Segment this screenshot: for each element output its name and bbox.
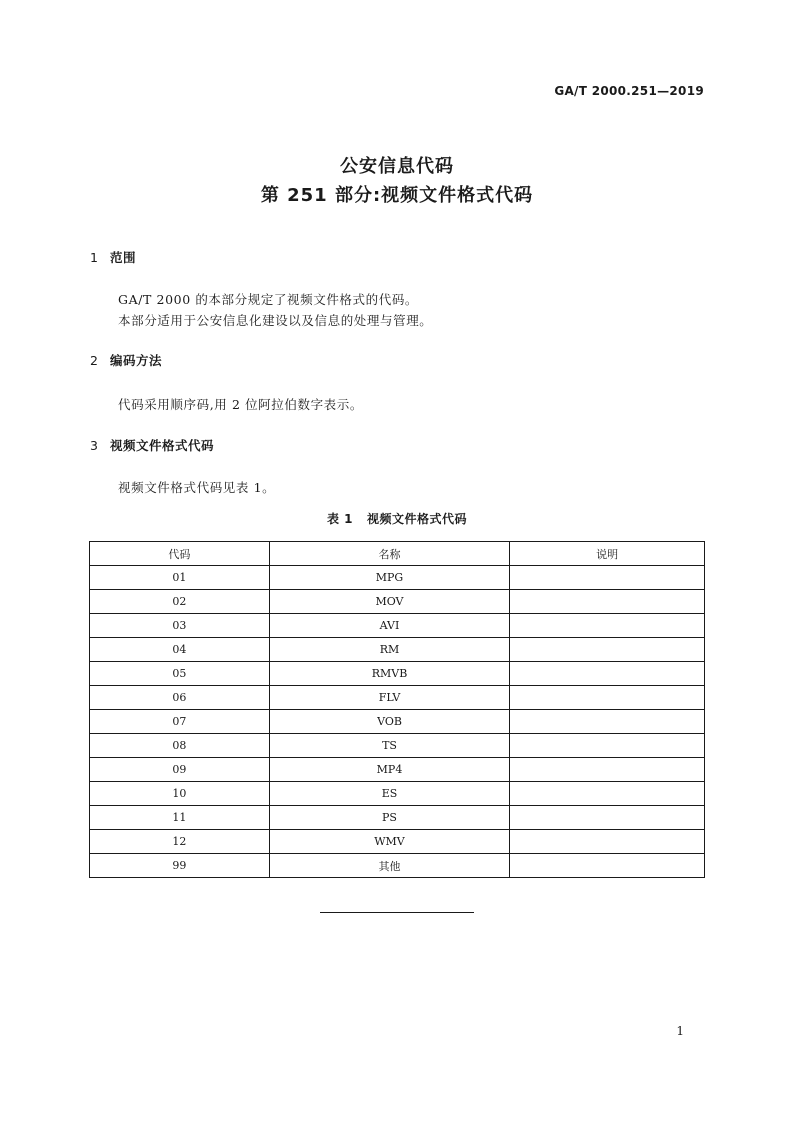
description-cell xyxy=(510,590,705,614)
description-cell xyxy=(510,734,705,758)
description-cell xyxy=(510,782,705,806)
name-cell: VOB xyxy=(269,710,510,734)
table-row xyxy=(90,782,705,806)
description-cell xyxy=(510,806,705,830)
name-cell: MOV xyxy=(269,590,510,614)
section-number: 1 xyxy=(90,250,99,265)
table-caption xyxy=(0,510,794,527)
section-number: 2 xyxy=(90,353,99,368)
section-3-heading xyxy=(90,436,214,454)
code-cell: 10 xyxy=(90,782,270,806)
code-cell: 04 xyxy=(90,638,270,662)
name-cell: FLV xyxy=(269,686,510,710)
table-row xyxy=(90,710,705,734)
name-cell: AVI xyxy=(269,614,510,638)
table-row xyxy=(90,638,705,662)
code-cell: 09 xyxy=(90,758,270,782)
section-title: 视频文件格式代码 xyxy=(110,438,215,453)
name-cell: RM xyxy=(269,638,510,662)
table-row xyxy=(90,806,705,830)
code-cell: 12 xyxy=(90,830,270,854)
name-cell: PS xyxy=(269,806,510,830)
description-cell xyxy=(510,566,705,590)
name-cell: MPG xyxy=(269,566,510,590)
code-cell: 02 xyxy=(90,590,270,614)
table-row xyxy=(90,686,705,710)
description-cell xyxy=(510,830,705,854)
table-row xyxy=(90,854,705,878)
name-cell: RMVB xyxy=(269,662,510,686)
section-2-heading xyxy=(90,351,162,369)
table-row xyxy=(90,614,705,638)
table-row xyxy=(90,590,705,614)
description-cell xyxy=(510,638,705,662)
code-cell: 08 xyxy=(90,734,270,758)
description-cell xyxy=(510,614,705,638)
description-cell xyxy=(510,854,705,878)
column-header-name: 名称 xyxy=(269,542,510,566)
table-row xyxy=(90,758,705,782)
code-cell: 11 xyxy=(90,806,270,830)
code-cell: 06 xyxy=(90,686,270,710)
section-3-paragraph-1: 视频文件格式代码见表 1。 xyxy=(118,480,276,495)
document-title: 公安信息代码 xyxy=(340,156,454,177)
description-cell xyxy=(510,662,705,686)
section-number: 3 xyxy=(90,438,99,453)
format-code-table xyxy=(89,541,705,878)
code-cell: 03 xyxy=(90,614,270,638)
column-header-code: 代码 xyxy=(90,542,270,566)
name-cell: TS xyxy=(269,734,510,758)
description-cell xyxy=(510,710,705,734)
section-1-heading xyxy=(90,248,136,266)
page-number: 1 xyxy=(676,1024,684,1038)
section-1-paragraph-1: GA/T 2000 的本部分规定了视频文件格式的代码。 xyxy=(118,292,419,307)
name-cell: 其他 xyxy=(269,854,510,878)
section-1-paragraph-2: 本部分适用于公安信息化建设以及信息的处理与管理。 xyxy=(118,313,433,328)
section-title: 范围 xyxy=(110,250,137,265)
end-of-document-rule xyxy=(320,912,474,913)
description-cell xyxy=(510,686,705,710)
table-row xyxy=(90,566,705,590)
table-row xyxy=(90,662,705,686)
name-cell: WMV xyxy=(269,830,510,854)
table-header-row xyxy=(90,542,705,566)
code-cell: 05 xyxy=(90,662,270,686)
table-caption-title: 视频文件格式代码 xyxy=(367,512,468,526)
table-caption-number: 表 1 xyxy=(326,512,353,526)
column-header-description: 说明 xyxy=(510,542,705,566)
name-cell: ES xyxy=(269,782,510,806)
table-row xyxy=(90,830,705,854)
code-cell: 07 xyxy=(90,710,270,734)
name-cell: MP4 xyxy=(269,758,510,782)
section-title: 编码方法 xyxy=(110,353,163,368)
code-cell: 01 xyxy=(90,566,270,590)
document-subtitle: 第 251 部分:视频文件格式代码 xyxy=(260,185,534,206)
code-cell: 99 xyxy=(90,854,270,878)
description-cell xyxy=(510,758,705,782)
section-2-paragraph-1: 代码采用顺序码,用 2 位阿拉伯数字表示。 xyxy=(118,397,363,412)
standard-number: GA/T 2000.251—2019 xyxy=(554,84,704,98)
table-row xyxy=(90,734,705,758)
